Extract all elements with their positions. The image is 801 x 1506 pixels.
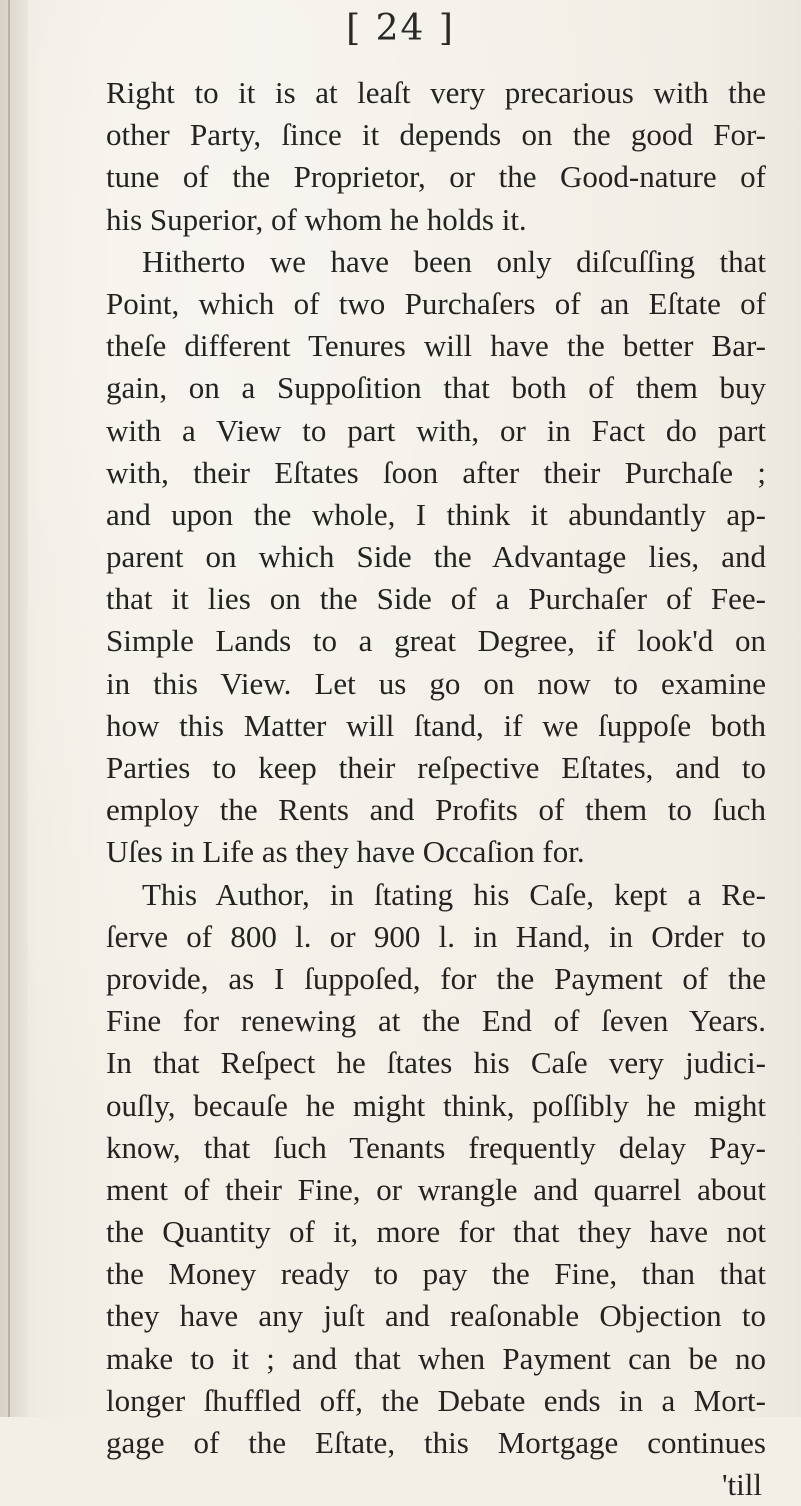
paragraph-start-line: This Author, in ſtating his Caſe, kept a Re-	[142, 876, 766, 912]
page-gutter	[0, 0, 28, 1417]
text-line: Uſes in Life as they have Occaſion for.	[106, 834, 585, 870]
text-line: that it lies on the Side of a Purchaſer of Fee-	[106, 581, 766, 617]
text-line: Parties to keep their reſpective Eſtates, and to	[106, 750, 766, 785]
text-line: longer ſhuffled off, the Debate ends in a Mort-	[106, 1382, 766, 1418]
catchword: 'till	[721, 1467, 762, 1503]
text-line: parent on which Side the Advantage lies, and	[106, 539, 766, 575]
text-line: In that Reſpect he ſtates his Caſe very judici-	[106, 1045, 766, 1081]
text-line: the Quantity of it, more for that they have not	[106, 1214, 766, 1250]
text-line: know, that ſuch Tenants frequently delay Pay-	[106, 1129, 766, 1165]
text-line: provide, as I ſuppoſed, for the Payment of the	[106, 960, 766, 996]
text-line: ment of their Fine, or wrangle and quarrel about	[106, 1171, 766, 1207]
text-line: how this Matter will ſtand, if we ſuppoſe both	[106, 707, 766, 743]
text-line: ouſly, becauſe he might think, poſſibly he might	[106, 1087, 766, 1123]
text-line: tune of the Proprietor, or the Good-nature of	[106, 159, 766, 195]
text-line: Fine for renewing at the End of ſeven Years.	[106, 1003, 766, 1039]
text-line: employ the Rents and Profits of them to ſuch	[106, 792, 766, 828]
text-line: with a View to part with, or in Fact do part	[106, 412, 766, 448]
text-line: Right to it is at leaſt very precarious with the	[106, 75, 766, 110]
text-line: other Party, ſince it depends on the good For-	[106, 117, 766, 153]
text-line: ſerve of 800 l. or 900 l. in Hand, in Order to	[106, 918, 766, 954]
text-line: his Superior, of whom he holds it.	[106, 201, 527, 237]
text-line: gage of the Eſtate, this Mortgage continues	[106, 1425, 766, 1460]
body-text	[106, 72, 766, 1506]
paragraph-start-line: Hitherto we have been only diſcuſſing that	[142, 243, 766, 279]
text-line: Point, which of two Purchaſers of an Eſtate of	[106, 285, 766, 321]
text-line: they have any juſt and reaſonable Objection to	[106, 1298, 766, 1334]
text-line: in this View. Let us go on now to examine	[106, 665, 766, 701]
text-line: Simple Lands to a great Degree, if look'd on	[106, 623, 766, 659]
text-line: gain, on a Suppoſition that both of them buy	[106, 370, 766, 406]
text-line: the Money ready to pay the Fine, than that	[106, 1256, 766, 1292]
text-line: theſe different Tenures will have the better Bar-	[106, 328, 766, 364]
text-line: with, their Eſtates ſoon after their Purchaſe ;	[106, 454, 766, 490]
binding-edge	[8, 0, 10, 1417]
text-line: and upon the whole, I think it abundantly ap-	[106, 496, 766, 532]
page-number-header: [ 24 ]	[346, 8, 455, 49]
text-line: make to it ; and that when Payment can be no	[106, 1340, 766, 1376]
